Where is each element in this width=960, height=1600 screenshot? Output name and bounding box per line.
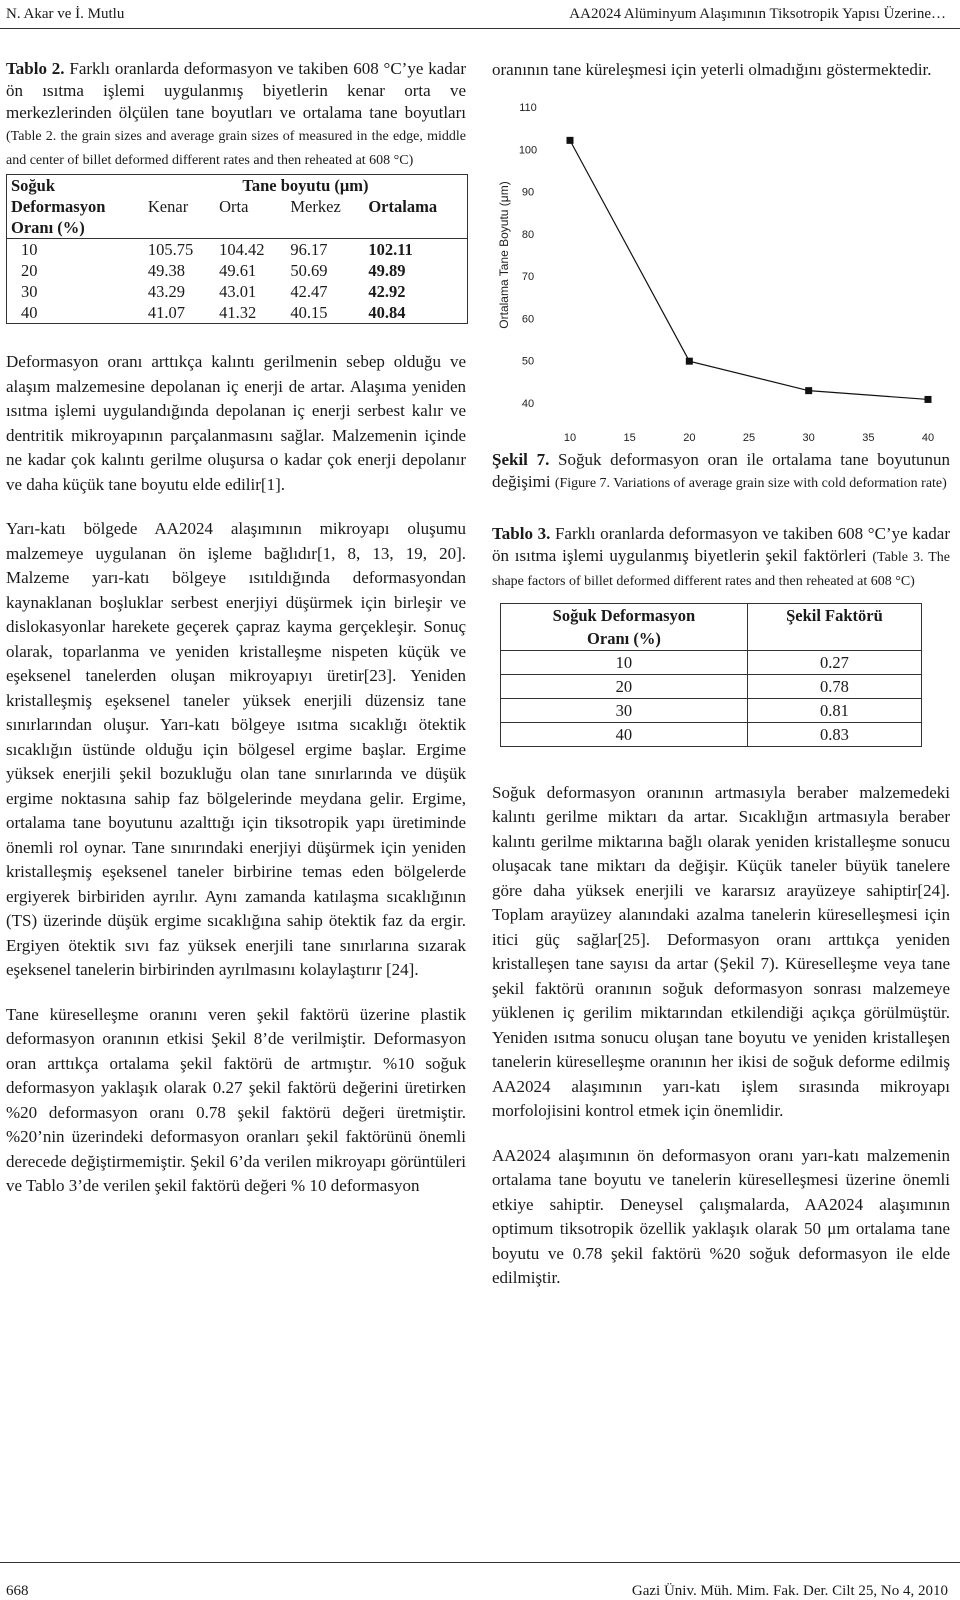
y-tick-label: 100 (518, 143, 538, 156)
y-tick-label: 90 (521, 186, 535, 199)
cell-rate: 20 (21, 261, 38, 280)
table2-caption (6, 58, 466, 172)
data-point (686, 357, 693, 364)
x-tick-label: 15 (623, 431, 636, 444)
paragraph: Soğuk deformasyon oranının artmasıyla beraber malzemedeki kalıntı gerilme miktarı da artar. Sıcaklığın artmasıyla beraber kalıntı gerilme miktarına bağlı olarak yeniden kristalleşme sonucu oluşacak tane miktarı da değişir. Küçük taneler büyük tanelere göre daha yüksek enerjili ve kararsız arayüzeye sahiptir[24]. Toplam arayüzey alanındaki azalma tanelerin küreselleşmesi için itici güç sağlar[25]. Deformasyon oranı arttıkça yeniden kristalleşen tane sayısı da artar (Şekil 7). Küreselleşme veya tane şekil faktörü oranının soğuk deformasyon sonrası malzemeye yüklenen iç gerilim miktarından etkilendiği açıkça görülmüştür. Yeniden ısıtma sonucu oluşan tane boyutu ve yeniden kristalleşen tanelerin küreselleşme oranının her ikisi de soğuk deforme edilmiş AA2024 alaşımının yarı-katı işlem sırasında mikroyapı morfolojisini kontrol etmek için önemlidir. (492, 782, 950, 1120)
table2-head-center: Merkez (290, 197, 341, 216)
table3-head-factor: Şekil Faktörü (786, 605, 883, 625)
chart-svg (492, 87, 950, 447)
header-authors: N. Akar ve İ. Mutlu (6, 6, 125, 22)
table3-head-rate-1: Soğuk Deformasyon (501, 603, 748, 627)
figure7-chart (492, 87, 950, 447)
header-title: AA2024 Alüminyum Alaşımının Tiksotropik Yapısı Üzerine… (569, 6, 946, 22)
table2-caption-en: (Table 2. the grain sizes and average grain sizes of measured in the edge, middle and center of billet deformed different rates and then reheated at 608 °C) (6, 129, 466, 168)
cell-center: 50.69 (290, 261, 328, 280)
table3-label: Tablo 3. (492, 523, 551, 543)
cell-avg: 102.11 (368, 240, 413, 259)
cell-edge: 49.38 (147, 261, 186, 280)
table3-caption-tr: Farklı oranlarda deformasyon ve takiben 608 °C’ye kadar ön ısıtma işlemi uygulanmış biyetlerin şekil faktörleri (492, 523, 950, 565)
paragraph: Deformasyon oranı arttıkça kalıntı gerilmenin sebep olduğu ve alaşım malzemesine depolanan iç enerji de artar. Alaşıma yeniden ısıtma işlemi uygulandığında depolanan iç enerji serbest kalır ve dentritik mikroyapının parçalanmasını sağlar. Malzemenin içinde ne kadar çok kalıntı gerilme oluşursa o kadar çok enerji depolanır ve daha küçük tane boyutu elde edilir[1]. (6, 352, 466, 494)
data-point (925, 395, 932, 402)
table-row (501, 722, 922, 746)
header-rule (0, 28, 960, 29)
x-tick-label: 20 (683, 431, 696, 444)
table-row (501, 650, 922, 674)
table3 (500, 603, 922, 747)
table-row (501, 674, 922, 698)
cell-factor: 0.27 (747, 650, 921, 674)
cell-edge: 105.75 (147, 240, 194, 259)
figure7-caption-tr: Soğuk deformasyon oran ile ortalama tane boyutunun değişimi (492, 449, 951, 491)
x-tick-label: 35 (862, 431, 875, 444)
table2-head-edge: Kenar (147, 197, 189, 216)
cell-mid: 43.01 (219, 282, 257, 301)
table2-label: Tablo 2. (6, 59, 65, 78)
table2-head-rate-2: Deformasyon (11, 197, 106, 216)
cell-mid: 41.32 (219, 303, 257, 322)
cell-factor: 0.81 (747, 698, 921, 722)
x-tick-label: 10 (563, 431, 577, 444)
cell-rate: 30 (21, 282, 38, 301)
table2-head-group: Tane boyutu (μm) (242, 176, 369, 195)
table3-caption (492, 523, 950, 593)
cell-rate: 40 (501, 722, 748, 746)
x-tick-label: 40 (921, 431, 935, 444)
table-row (7, 239, 468, 261)
data-point (567, 136, 574, 143)
table2-head-rate-1: Soğuk (11, 176, 56, 195)
cell-edge: 41.07 (147, 303, 186, 322)
x-tick-label: 25 (742, 431, 756, 444)
table-row (7, 281, 468, 302)
y-tick-label: 110 (519, 101, 537, 114)
cell-center: 96.17 (290, 240, 328, 259)
y-tick-label: 50 (521, 355, 535, 368)
y-tick-label: 60 (521, 312, 535, 325)
paragraph: oranının tane küreleşmesi için yeterli olmadığını göstermektedir. (492, 60, 932, 79)
x-tick-label: 30 (802, 431, 815, 444)
page-number: 668 (6, 1583, 29, 1599)
cell-factor: 0.83 (819, 724, 849, 744)
table2-head-mid: Orta (219, 197, 249, 216)
cell-center: 42.47 (290, 282, 328, 301)
y-tick-label: 40 (521, 397, 535, 410)
cell-rate: 30 (501, 698, 748, 722)
cell-avg: 42.92 (368, 282, 406, 301)
cell-mid: 104.42 (219, 240, 265, 259)
cell-factor: 0.78 (747, 674, 921, 698)
series-line (570, 140, 928, 399)
figure7-caption (492, 449, 950, 495)
paragraph: Tane küreselleşme oranını veren şekil faktörü üzerine plastik deformasyon oranının etkisi Şekil 8’de verilmiştir. Deformasyon oran arttıkça ortalama şekil faktörü de artmıştır. %10 soğuk deformasyon yaklaşık olarak 0.27 şekil faktörü değerini üretirken %20 deformasyon oranı 0.78 şekil faktörü değeri üretmiştir. %20’nin üzerindeki deformasyon oranları şekil faktörünü önemli derecede değiştirmemiştir. Şekil 6’da verilen mikroyapı görüntüleri ve Tablo 3’de verilen şekil faktörü değeri % 10 deformasyon (6, 1004, 466, 1195)
table2-head-rate-3: Oranı (%) (11, 218, 85, 237)
table2-head-avg: Ortalama (368, 197, 438, 216)
cell-mid: 49.61 (219, 261, 257, 280)
paragraph: Yarı-katı bölgede AA2024 alaşımının mikroyapı oluşumu malzemeye uygulanan ön işleme bağlıdır[1, 8, 13, 19, 20]. Malzeme yarı-katı bölgeye ısıtıldığında deformasyondan kaynaklanan boşluklar serbest enerjiyi düşürmek için birleşir ve dislokasyonlar harekete geçerek çapraz kayma gerçekleşir. Sonuç olarak, toparlanma ve yeniden kristalleşme nispeten küçük ve eşeksenel tanelerden oluşan mikroyapıyı üretir[23]. Yeniden kristalleşmiş eşeksenel taneler yüksek enerjili düzensiz tane sınırlarından oluşur. Yarı-katı bölgeye ısıtma sıcaklığı ötektik sıcaklığın üstünde olduğu için bölgesel ergime başlar. Ergime yüksek enerjili şekil bozukluğu olan tane sınırlarında ve düşük ergime noktasına sahip faz bölgelerinde meydana gelir. Ergime, ortalama tane boyutunu azalttığı için tiksotropik yapı üretiminde önemli rol oynar. Tane sınırındaki enerjiyi düşürmek için yeniden kristalleşmiş eşeksenel taneler birbirine temas eden bölgelerde ergiyerek birbiriden ayrılır. Aynı zamanda katılaşma sıcaklığının (TS) üzerinde düşük ergime sıcaklığına sahip ötektik faz da ergir. Ergiyen ötektik sıvı faz yüksek enerjili tane sınırlarına sızarak eşeksenel tanelerin birbirinden ayrılmasını kolaylaştırır [24]. (6, 519, 466, 979)
figure7-label: Şekil 7. (492, 449, 550, 469)
table3-caption-en: (Table 3. The shape factors of billet deformed different rates and then reheated at 608 °C) (492, 549, 950, 589)
y-tick-label: 70 (521, 270, 535, 283)
left-column (6, 58, 466, 1199)
cell-avg: 40.84 (368, 303, 406, 322)
cell-rate: 10 (21, 240, 38, 259)
table2-caption-tr: Farklı oranlarda deformasyon ve takiben 608 °C’ye kadar ön ısıtma işlemi uygulanmış biyetlerin kenar orta ve merkezlerinden ölçülen tane boyutları ve ortalama tane boyutları (6, 59, 466, 122)
data-point (805, 387, 812, 394)
figure7-caption-en: (Figure 7. Variations of average grain size with cold deformation rate) (554, 475, 947, 491)
cell-avg: 49.89 (368, 261, 406, 280)
table-row (501, 698, 922, 722)
right-column (492, 58, 950, 1291)
table-row (7, 302, 468, 324)
cell-center: 40.15 (290, 303, 328, 322)
table2 (6, 174, 468, 324)
y-tick-label: 80 (521, 228, 535, 241)
paragraph: AA2024 alaşımının ön deformasyon oranı yarı-katı malzemenin ortalama tane boyutu ve tanelerin küreselleşmesi üzerine önemli etkiye sahiptir. Deneysel çalışmalarda, AA2024 alaşımının optimum tiksotropik özellik yaklaşık olarak 50 μm ortalama tane boyutu ve 0.78 şekil faktörü %20 soğuk deformasyon ile elde edilmiştir. (492, 1145, 950, 1287)
table3-head-rate-2: Oranı (%) (501, 627, 748, 651)
journal-citation: Gazi Üniv. Müh. Mim. Fak. Der. Cilt 25, No 4, 2010 (631, 1583, 948, 1599)
cell-rate: 10 (501, 650, 748, 674)
cell-rate: 40 (21, 303, 38, 322)
cell-rate: 20 (501, 674, 748, 698)
footer-rule (0, 1562, 960, 1563)
table-row (7, 260, 468, 281)
y-axis-label: Ortalama Tane Boyutu (μm) (497, 180, 511, 329)
cell-edge: 43.29 (147, 282, 186, 301)
